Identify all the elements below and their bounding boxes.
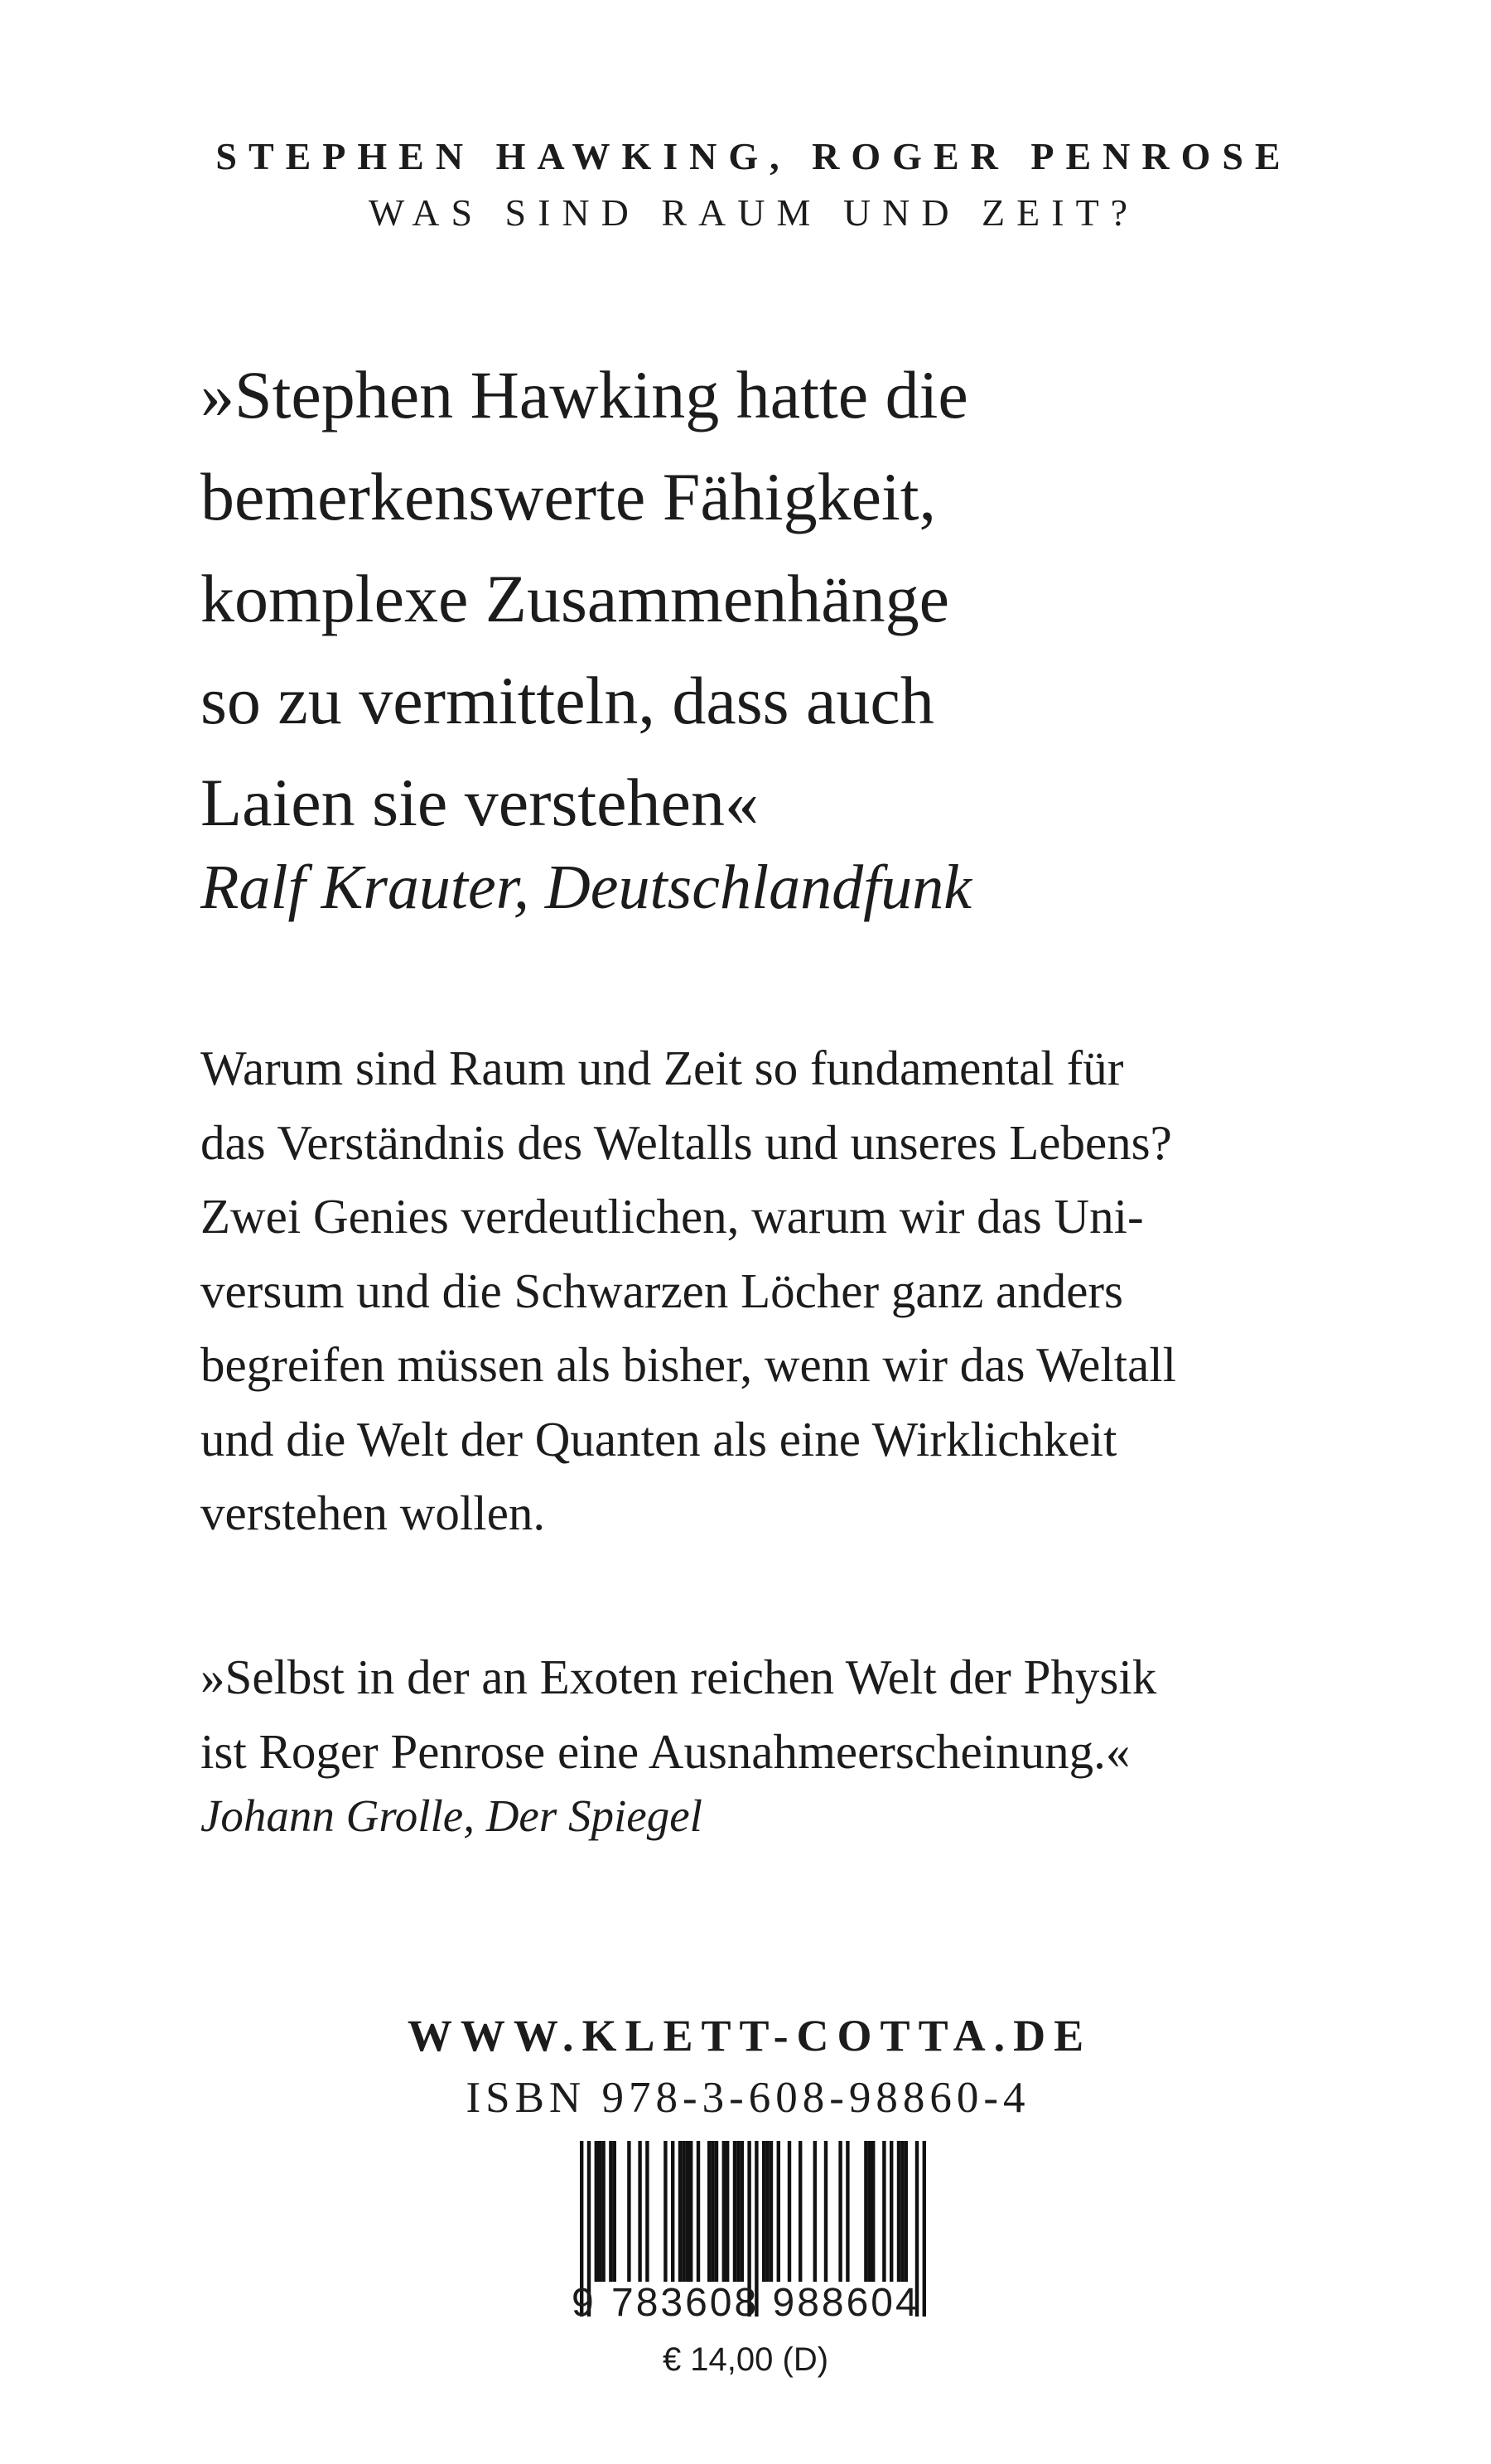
barcode-bar	[799, 2141, 802, 2282]
barcode-bar	[726, 2141, 729, 2282]
barcode-bar	[824, 2141, 828, 2282]
quote-line: »Selbst in der an Exoten reichen Welt der Physik	[200, 1650, 1157, 1704]
barcode-bar	[707, 2141, 711, 2282]
barcode-bar	[722, 2141, 726, 2282]
barcode-bar	[671, 2141, 674, 2282]
barcode-first-digit: 9	[572, 2281, 596, 2325]
barcode-bar	[905, 2141, 908, 2282]
press-quote-secondary	[200, 1640, 1360, 1789]
isbn-number: ISBN 978-3-608-98860-4	[466, 2074, 1030, 2122]
quote-line: bemerkenswerte Fähigkeit,	[200, 459, 937, 534]
description-line: versum und die Schwarzen Löcher ganz anders	[200, 1263, 1123, 1318]
barcode-bar	[645, 2141, 649, 2282]
barcode-bar	[689, 2141, 692, 2282]
barcode-bar	[686, 2141, 689, 2282]
barcode-bar	[609, 2141, 612, 2282]
barcode-bar	[890, 2141, 893, 2282]
barcode-bar	[846, 2141, 849, 2282]
price: € 14,00 (D)	[662, 2341, 829, 2378]
barcode-bar	[741, 2141, 744, 2282]
barcode-bar	[627, 2141, 630, 2282]
author-names: STEPHEN HAWKING, ROGER PENROSE	[215, 135, 1292, 177]
barcode-bar	[765, 2141, 769, 2282]
barcode-bar	[663, 2141, 667, 2282]
barcode-bar	[601, 2141, 605, 2282]
barcode-bar	[733, 2141, 736, 2282]
barcode-bar	[697, 2141, 700, 2282]
quote-line: so zu vermitteln, dass auch	[200, 663, 934, 738]
barcode-bar	[777, 2141, 780, 2282]
barcode-bar	[871, 2141, 875, 2282]
description-line: Zwei Genies verdeutlichen, warum wir das Uni-	[200, 1189, 1144, 1244]
barcode-bar	[682, 2141, 685, 2282]
quote-attribution: Johann Grolle, Der Spiegel	[200, 1790, 702, 1841]
book-title: WAS SIND RAUM UND ZEIT?	[368, 191, 1140, 234]
barcode-bar	[788, 2141, 791, 2282]
barcode-bar	[897, 2141, 900, 2282]
quote-line: ist Roger Penrose eine Ausnahmeerscheinung.«	[200, 1723, 1131, 1779]
barcode-bar	[613, 2141, 616, 2282]
description-line: und die Welt der Quanten als eine Wirklichkeit	[200, 1411, 1117, 1466]
barcode-bar	[770, 2141, 773, 2282]
barcode-bar	[595, 2141, 598, 2282]
barcode-bar	[900, 2141, 904, 2282]
barcode-number: 783608 988604	[611, 2281, 920, 2325]
barcode-bar	[762, 2141, 765, 2282]
barcode-digits	[572, 2280, 969, 2330]
barcode-bar	[864, 2141, 867, 2282]
barcode-bar	[882, 2141, 885, 2282]
barcode-bar	[678, 2141, 682, 2282]
description-line: das Verständnis des Weltalls und unseres Lebens?	[200, 1114, 1172, 1170]
description-line: verstehen wollen.	[200, 1486, 546, 1540]
description-line: Warum sind Raum und Zeit so fundamental für	[200, 1041, 1124, 1095]
publisher-website: WWW.KLETT-COTTA.DE	[407, 2011, 1093, 2061]
description-line: begreifen müssen als bisher, wenn wir das Weltall	[200, 1337, 1177, 1392]
quote-line: Laien sie verstehen«	[200, 765, 759, 840]
barcode-bar	[715, 2141, 718, 2282]
barcode-bar	[813, 2141, 817, 2282]
barcode-bar	[736, 2141, 740, 2282]
barcode-bar	[638, 2141, 641, 2282]
barcode-bar	[838, 2141, 842, 2282]
barcode-bar	[598, 2141, 601, 2282]
barcode-bar	[868, 2141, 871, 2282]
barcode-bar	[711, 2141, 714, 2282]
book-description	[200, 1031, 1360, 1551]
quote-attribution: Ralf Krauter, Deutschlandfunk	[200, 853, 972, 922]
quote-line: »Stephen Hawking hatte die	[200, 357, 968, 432]
quote-line: komplexe Zusammenhänge	[200, 561, 950, 636]
press-quote-main	[200, 344, 1360, 853]
